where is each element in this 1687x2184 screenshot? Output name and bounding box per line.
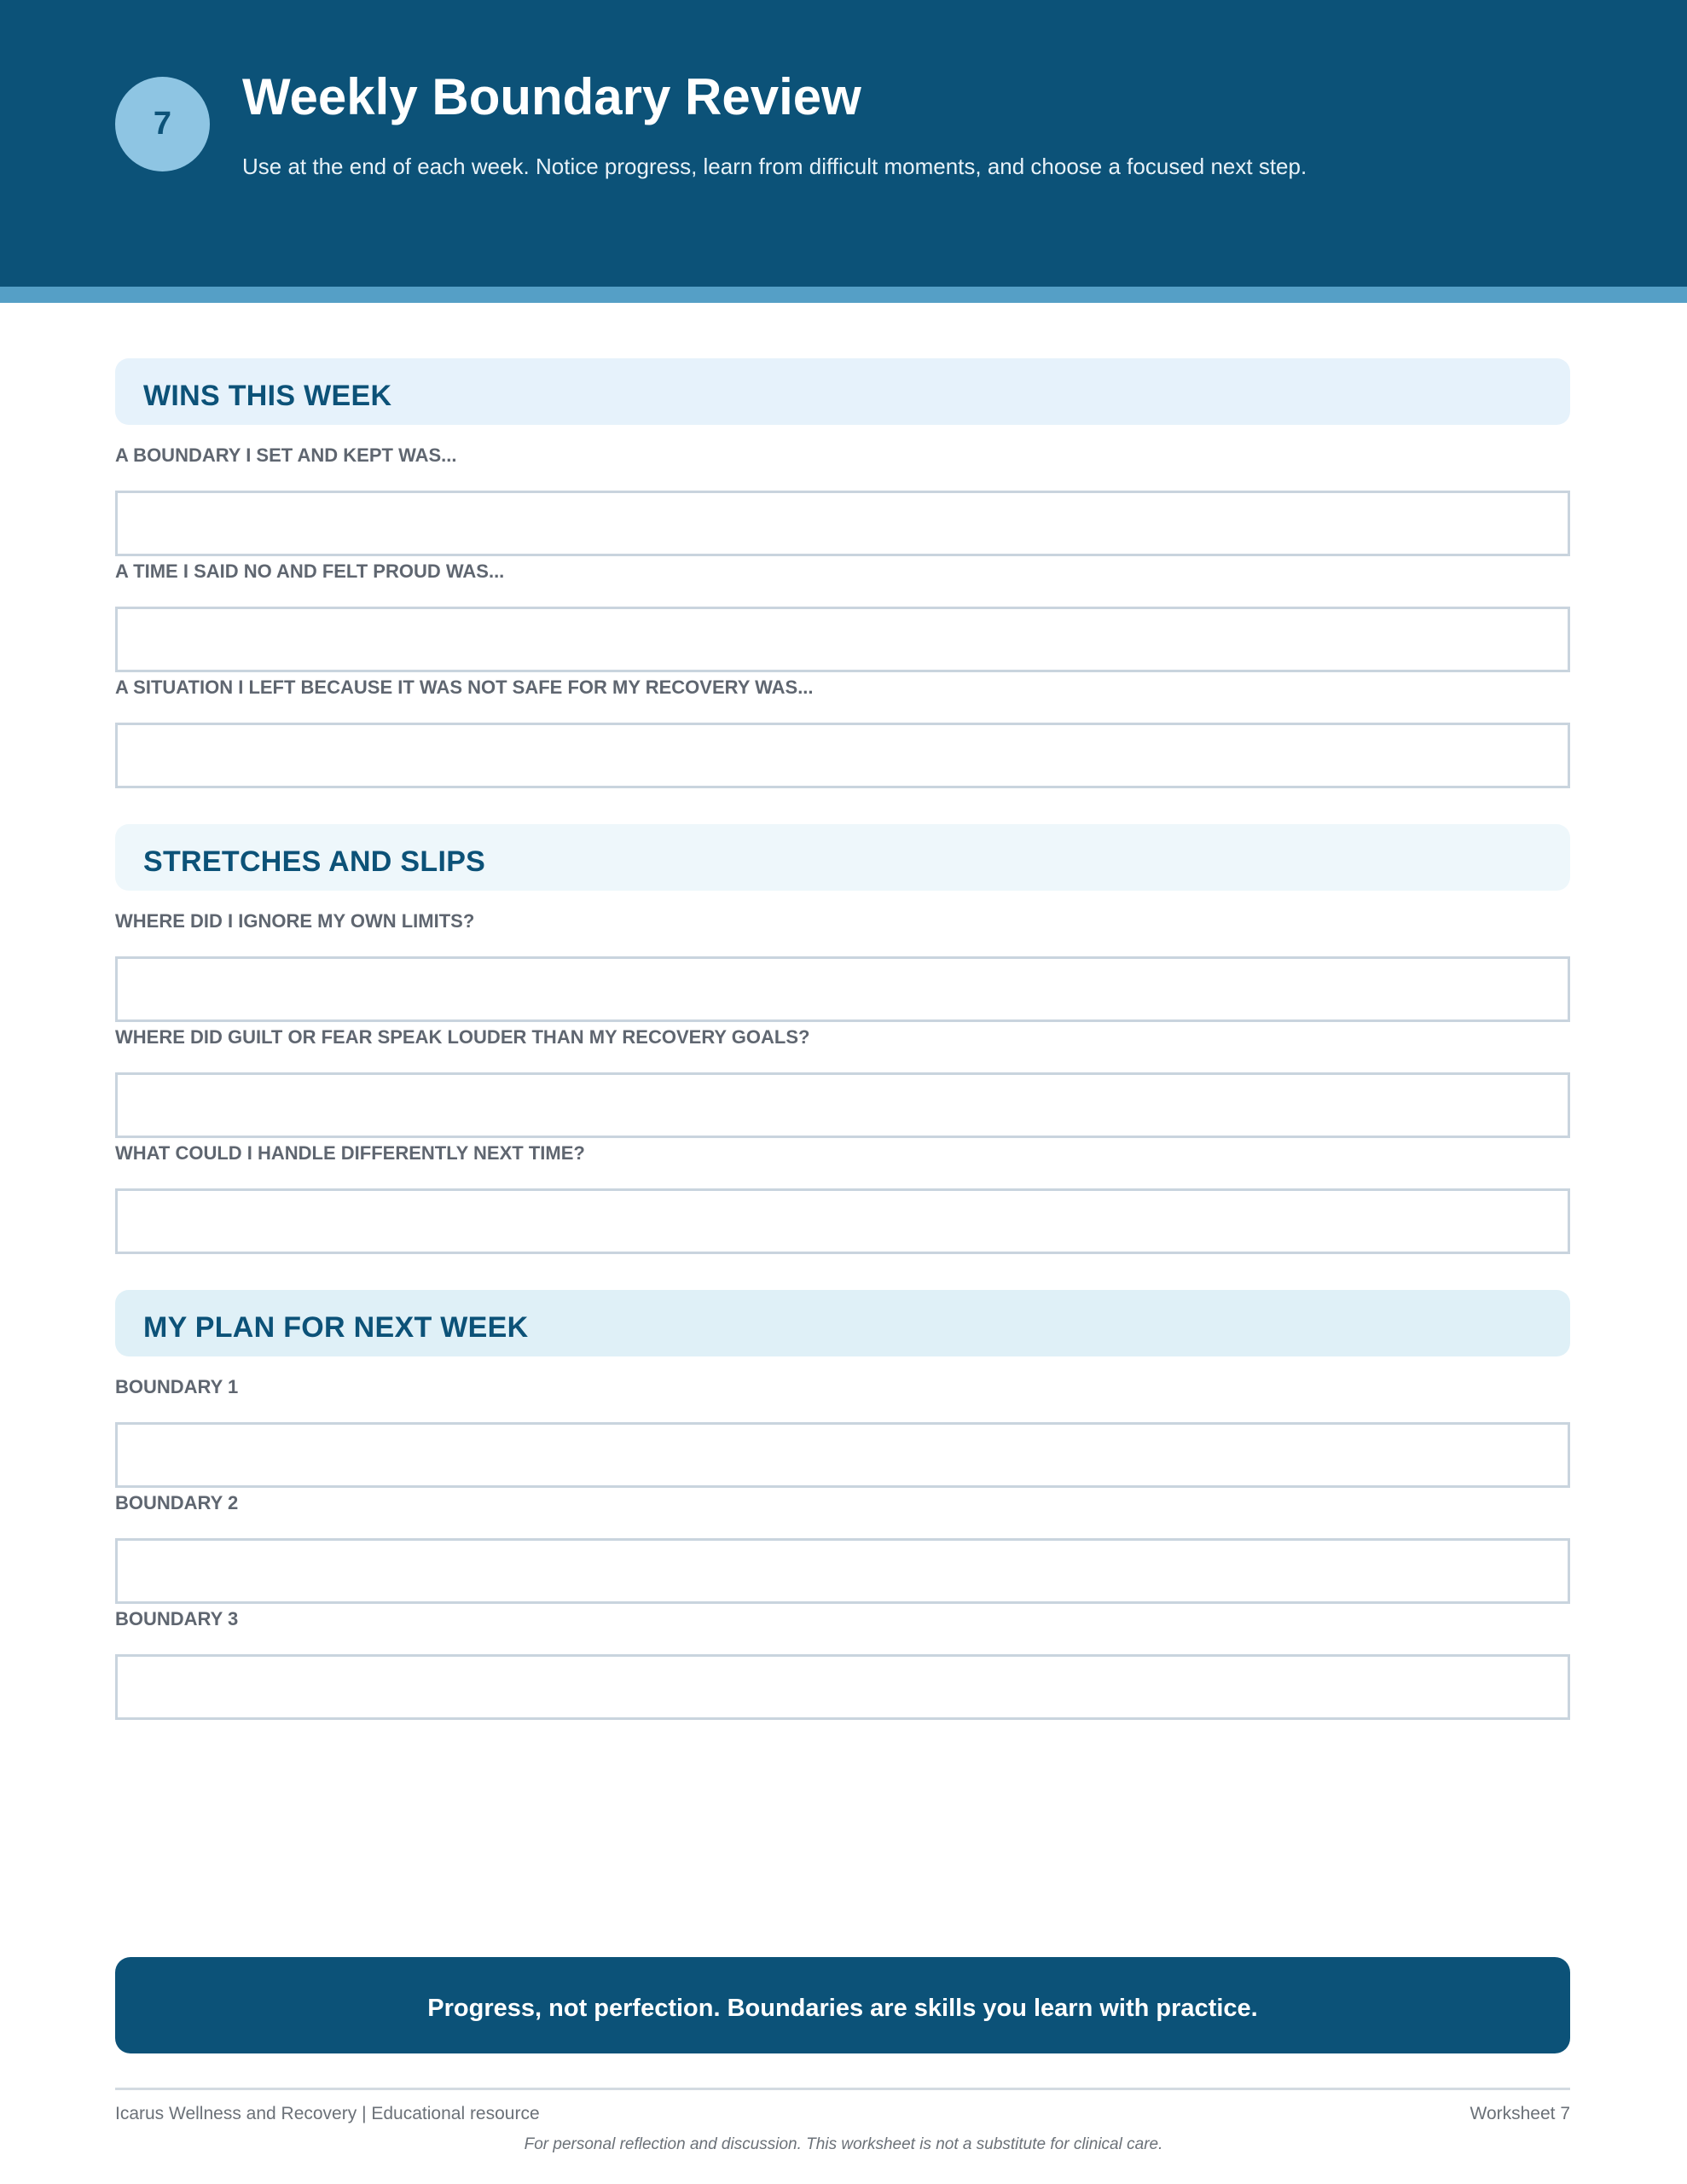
section-header-stretches: [115, 824, 1570, 891]
answer-field-ignored-limits[interactable]: [115, 956, 1570, 1022]
prompt-label: BOUNDARY 1: [115, 1376, 239, 1397]
footer-organization: Icarus Wellness and Recovery | Educational resource: [115, 2104, 540, 2123]
section-header-wins: [115, 358, 1570, 425]
page-title: Weekly Boundary Review: [242, 68, 861, 125]
section-title: WINS THIS WEEK: [143, 379, 392, 412]
answer-field-boundary-kept[interactable]: [115, 491, 1570, 556]
header-accent-stripe: [0, 287, 1687, 303]
page-subtitle: Use at the end of each week. Notice progress, learn from difficult moments, and choose a focused next step.: [242, 154, 1307, 179]
answer-field-boundary-2[interactable]: [115, 1538, 1570, 1604]
prompt-label: A SITUATION I LEFT BECAUSE IT WAS NOT SAFE FOR MY RECOVERY WAS...: [115, 677, 814, 698]
worksheet-number-badge: [115, 77, 210, 171]
page-header: [0, 0, 1687, 287]
prompt-label: WHAT COULD I HANDLE DIFFERENTLY NEXT TIME?: [115, 1142, 585, 1164]
prompt-label: A BOUNDARY I SET AND KEPT WAS...: [115, 444, 457, 466]
answer-field-boundary-1[interactable]: [115, 1422, 1570, 1488]
banner-text: Progress, not perfection. Boundaries are skills you learn with practice.: [427, 1995, 1258, 2022]
prompt-label: A TIME I SAID NO AND FELT PROUD WAS...: [115, 561, 505, 582]
prompt-label: WHERE DID GUILT OR FEAR SPEAK LOUDER THAN MY RECOVERY GOALS?: [115, 1026, 810, 1048]
section-header-plan: [115, 1290, 1570, 1356]
section-title: MY PLAN FOR NEXT WEEK: [143, 1310, 529, 1344]
answer-field-boundary-3[interactable]: [115, 1654, 1570, 1720]
answer-field-handle-differently[interactable]: [115, 1188, 1570, 1254]
footer-worksheet-number: Worksheet 7: [1470, 2104, 1570, 2123]
footer-disclaimer: For personal reflection and discussion. This worksheet is not a substitute for clinical care.: [524, 2135, 1163, 2153]
answer-field-situation-left[interactable]: [115, 723, 1570, 788]
prompt-label: WHERE DID I IGNORE MY OWN LIMITS?: [115, 910, 475, 932]
section-title: STRETCHES AND SLIPS: [143, 845, 486, 878]
prompt-label: BOUNDARY 2: [115, 1492, 239, 1513]
encouragement-banner: [115, 1957, 1570, 2053]
prompt-label: BOUNDARY 3: [115, 1608, 239, 1629]
badge-number: 7: [153, 106, 172, 142]
answer-field-guilt-fear[interactable]: [115, 1072, 1570, 1138]
answer-field-said-no[interactable]: [115, 607, 1570, 672]
footer-divider: [115, 2088, 1570, 2090]
